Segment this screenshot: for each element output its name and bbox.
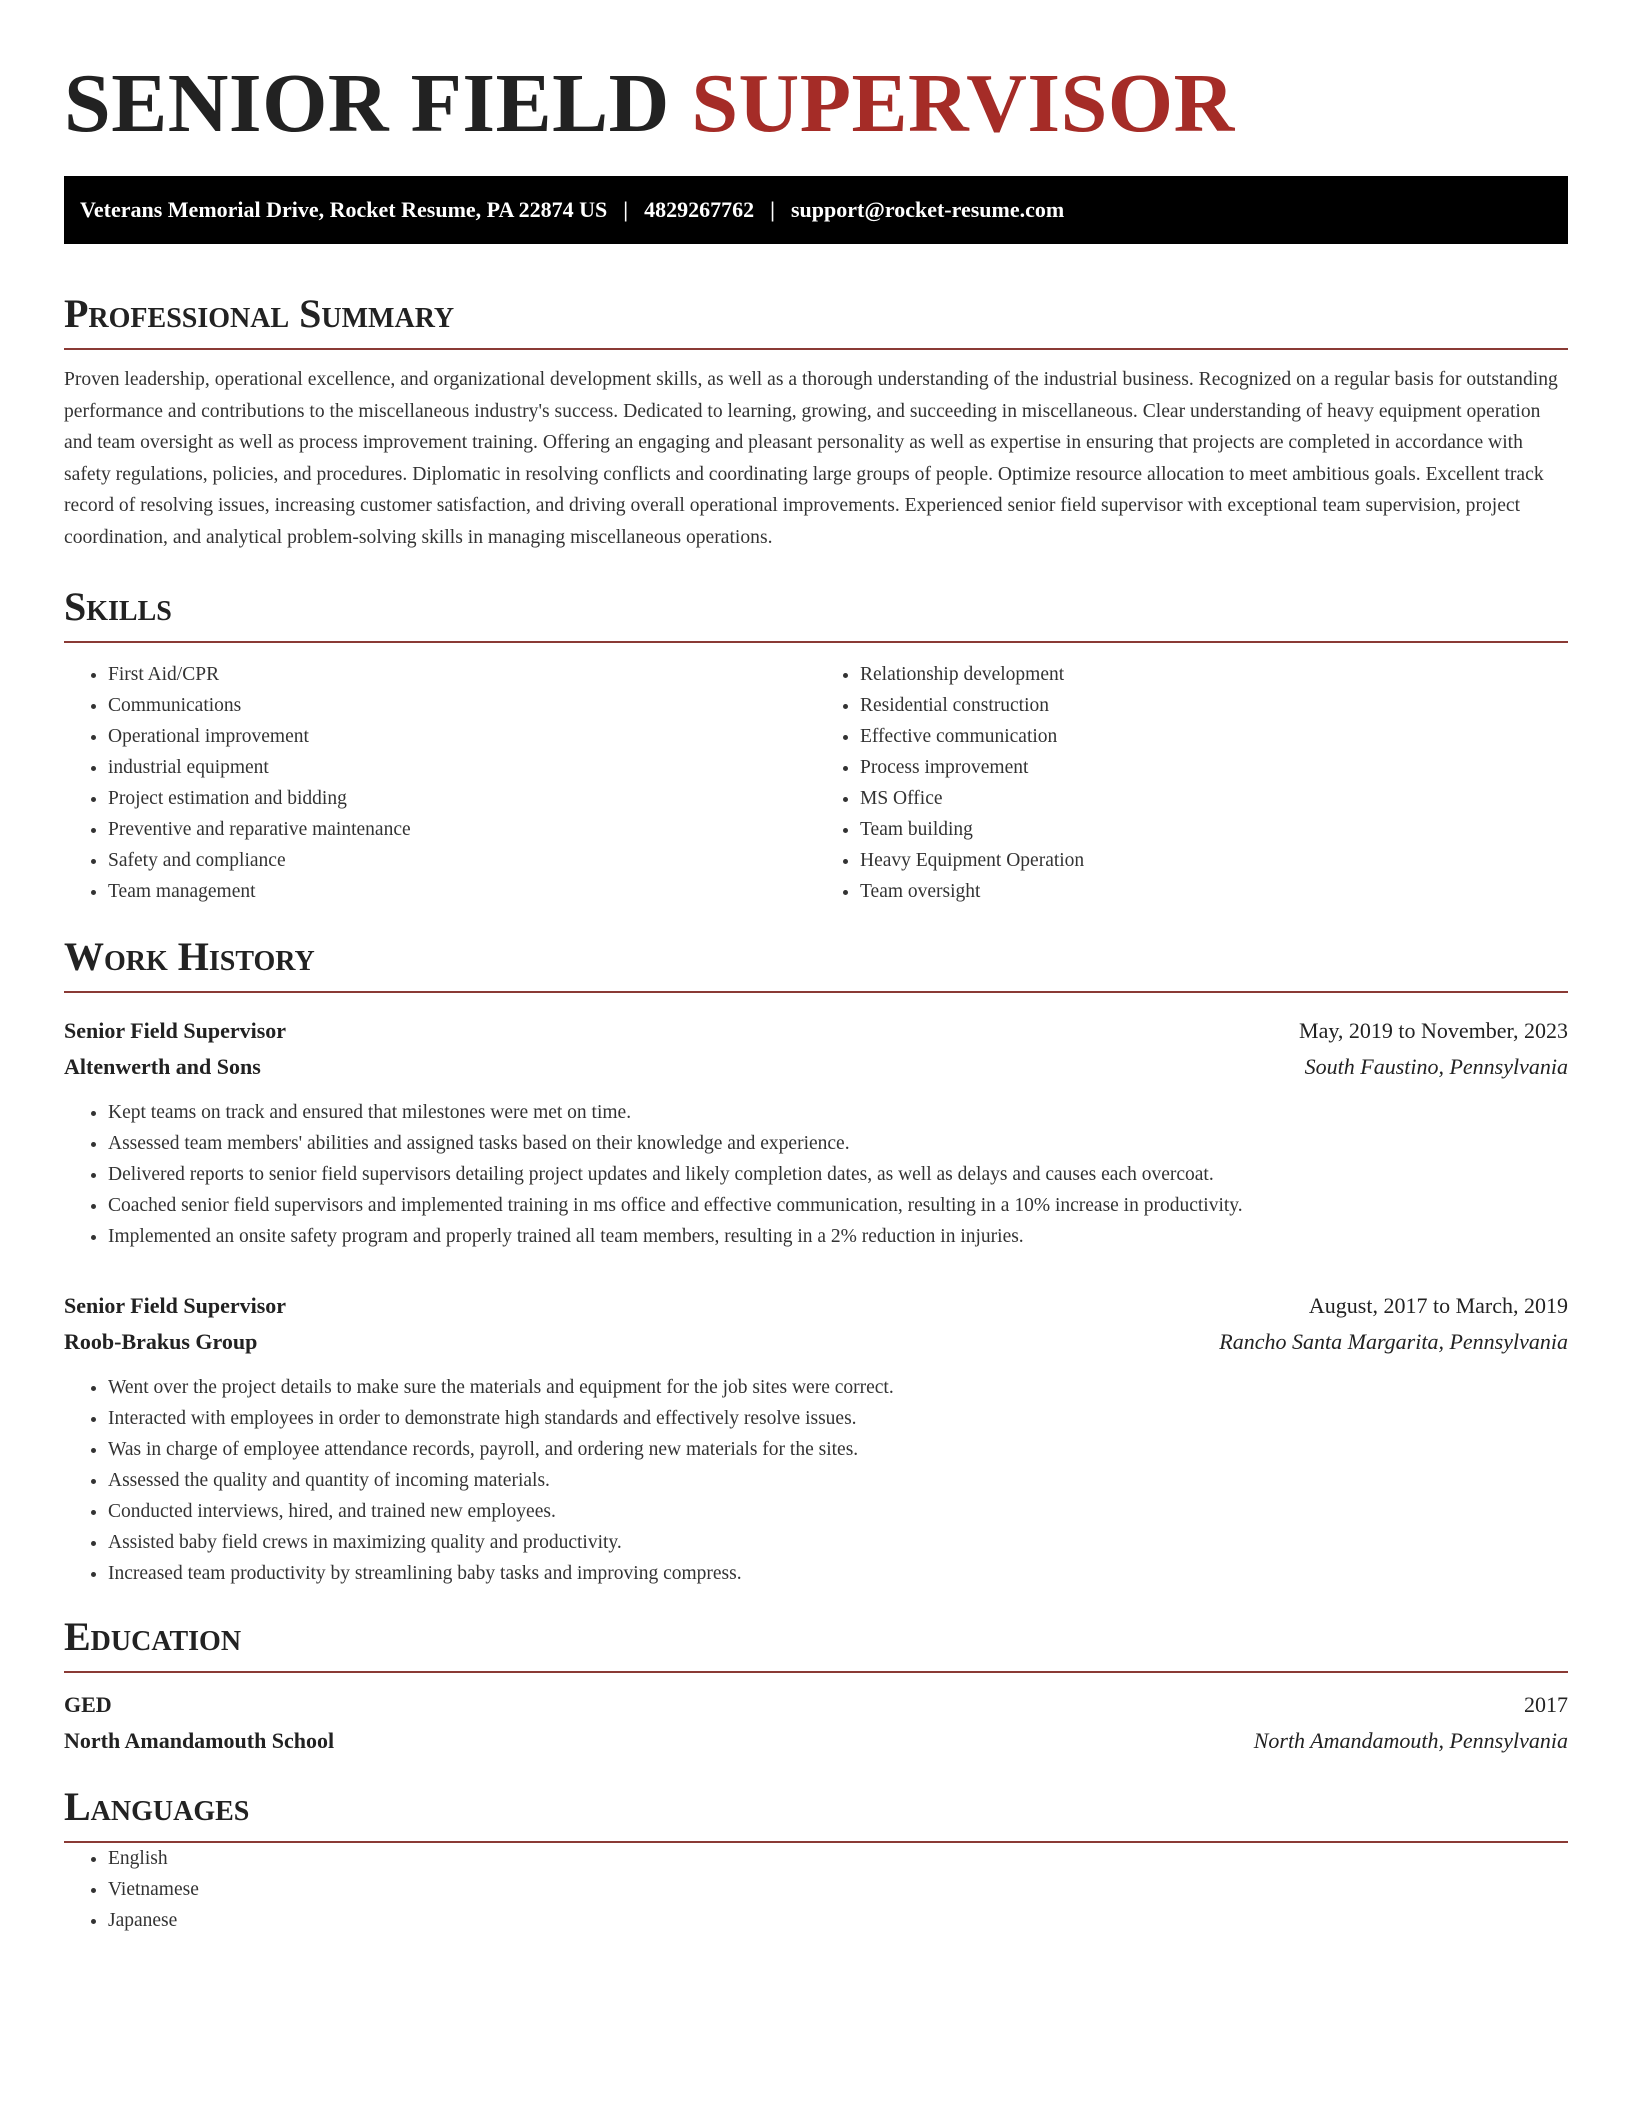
work-history-section xyxy=(64,931,1568,1589)
education-entry xyxy=(64,1687,1568,1759)
education-location: North Amandamouth, Pennsylvania xyxy=(1253,1728,1568,1753)
job-company-row xyxy=(64,1324,1568,1360)
job-role: Senior Field Supervisor xyxy=(64,1293,287,1318)
job-bullets xyxy=(64,1097,1568,1252)
job-company: Roob-Brakus Group xyxy=(64,1329,258,1354)
job-bullet: • Was in charge of employee attendance records, payroll, and ordering new materials for the sites. xyxy=(108,1434,1568,1465)
job-bullet: • Implemented an onsite safety program and properly trained all team members, resulting in a 2% reduction in injuries. xyxy=(108,1221,1568,1252)
summary-text: Proven leadership, operational excellence, and organizational development skills, as well as a thorough understanding of the industrial business. Recognized on a regular basis for outstanding performance and contributions to the miscellaneous industry's success. Dedicated to learning, growing, and succeeding in miscellaneous. Clear understanding of heavy equipment operation and team oversight as well as process improvement training. Offering an engaging and pleasant personality as well as expertise in ensuring that projects are completed in accordance with safety regulations, policies, and procedures. Diplomatic in resolving conflicts and coordinating large groups of people. Optimize resource allocation to meet ambitious goals. Excellent track record of resolving issues, increasing customer satisfaction, and driving overall operational improvements. Experienced senior field supervisor with exceptional team supervision, project coordination, and analytical problem-solving skills in managing miscellaneous operations. xyxy=(64,369,1558,548)
skill-item: • Residential construction xyxy=(860,690,1568,721)
contact-email: support@rocket-resume.com xyxy=(791,197,1065,222)
language-item: • Japanese xyxy=(108,1905,1568,1936)
skill-item: • MS Office xyxy=(860,783,1568,814)
skill-item: • Preventive and reparative maintenance xyxy=(108,814,816,845)
skill-item: • Team management xyxy=(108,876,816,907)
languages-section xyxy=(64,1781,1568,1936)
education-school: North Amandamouth School xyxy=(64,1728,335,1753)
skill-item: • Communications xyxy=(108,690,816,721)
skill-item: • Project estimation and bidding xyxy=(108,783,816,814)
professional-summary-section xyxy=(64,288,1568,553)
education-header-row xyxy=(64,1687,1568,1723)
skills-list-left xyxy=(64,659,816,907)
section-title-summary: Professional Summary xyxy=(64,288,1568,350)
job-bullet: • Assessed team members' abilities and assigned tasks based on their knowledge and experience. xyxy=(108,1128,1568,1159)
skill-item: • First Aid/CPR xyxy=(108,659,816,690)
job-bullet: • Conducted interviews, hired, and trained new employees. xyxy=(108,1496,1568,1527)
contact-separator: | xyxy=(623,197,629,222)
title-part-accent: SUPERVISOR xyxy=(691,57,1235,150)
title-part-primary: SENIOR FIELD xyxy=(64,57,670,150)
resume-title xyxy=(64,56,1568,152)
education-school-row xyxy=(64,1723,1568,1759)
skill-item: • Operational improvement xyxy=(108,721,816,752)
languages-list xyxy=(64,1843,1568,1936)
job-bullet: • Increased team productivity by streamlining baby tasks and improving compress. xyxy=(108,1558,1568,1589)
section-title-education: Education xyxy=(64,1611,1568,1673)
skill-item: • Relationship development xyxy=(860,659,1568,690)
job-role: Senior Field Supervisor xyxy=(64,1018,287,1043)
job-company: Altenwerth and Sons xyxy=(64,1054,261,1079)
job-bullet: • Assisted baby field crews in maximizing quality and productivity. xyxy=(108,1527,1568,1558)
job-dates: May, 2019 to November, 2023 xyxy=(1299,1018,1568,1043)
language-item: • English xyxy=(108,1843,1568,1874)
skill-item: • Effective communication xyxy=(860,721,1568,752)
skills-list-right xyxy=(816,659,1568,907)
education-degree: GED xyxy=(64,1692,112,1717)
education-year: 2017 xyxy=(1524,1692,1568,1717)
job-header-row xyxy=(64,1288,1568,1324)
job-bullet: • Coached senior field supervisors and implemented training in ms office and effective communication, resulting in a 10% increase in productivity. xyxy=(108,1190,1568,1221)
job-dates: August, 2017 to March, 2019 xyxy=(1308,1293,1568,1318)
contact-address: Veterans Memorial Drive, Rocket Resume, PA 22874 US xyxy=(80,197,608,222)
skill-item: • industrial equipment xyxy=(108,752,816,783)
job-bullet: • Went over the project details to make sure the materials and equipment for the job sites were correct. xyxy=(108,1372,1568,1403)
contact-bar xyxy=(64,176,1568,244)
job-location: South Faustino, Pennsylvania xyxy=(1304,1054,1568,1079)
skill-item: • Heavy Equipment Operation xyxy=(860,845,1568,876)
contact-separator: | xyxy=(770,197,775,222)
section-title-work-history: Work History xyxy=(64,931,1568,993)
section-title-languages: Languages xyxy=(64,1781,1568,1843)
job-bullets xyxy=(64,1372,1568,1589)
job-bullet: • Kept teams on track and ensured that milestones were met on time. xyxy=(108,1097,1568,1128)
job-company-row xyxy=(64,1049,1568,1085)
language-item: • Vietnamese xyxy=(108,1874,1568,1905)
skills-grid xyxy=(64,659,1568,907)
skill-item: • Team oversight xyxy=(860,876,1568,907)
job-entry xyxy=(64,1013,1568,1252)
skill-item: • Safety and compliance xyxy=(108,845,816,876)
job-bullet: • Delivered reports to senior field supervisors detailing project updates and likely completion dates, as well as delays and causes each overcoat. xyxy=(108,1159,1568,1190)
skills-section xyxy=(64,581,1568,907)
job-entry xyxy=(64,1288,1568,1589)
section-title-skills: Skills xyxy=(64,581,1568,643)
job-bullet: • Assessed the quality and quantity of incoming materials. xyxy=(108,1465,1568,1496)
job-bullet: • Interacted with employees in order to demonstrate high standards and effectively resolve issues. xyxy=(108,1403,1568,1434)
skill-item: • Process improvement xyxy=(860,752,1568,783)
skill-item: • Team building xyxy=(860,814,1568,845)
job-location: Rancho Santa Margarita, Pennsylvania xyxy=(1219,1329,1568,1354)
education-section xyxy=(64,1611,1568,1759)
contact-phone: 4829267762 xyxy=(644,197,755,222)
job-header-row xyxy=(64,1013,1568,1049)
